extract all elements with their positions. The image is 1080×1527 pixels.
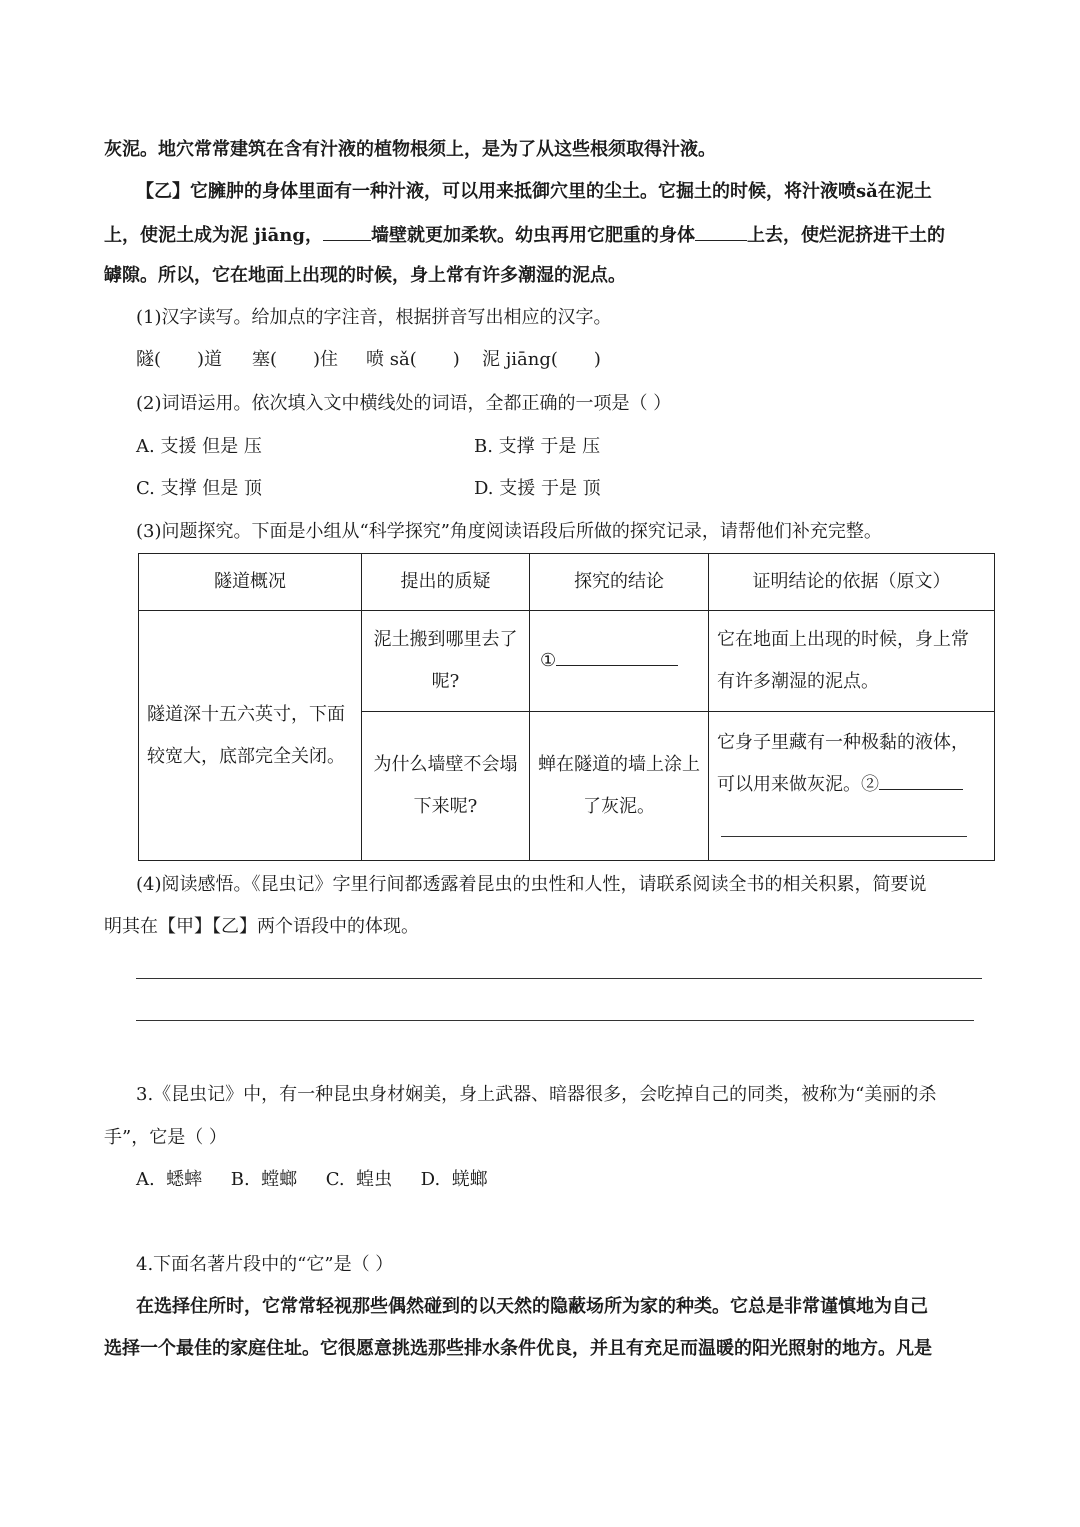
fill-blank-1[interactable] [323,222,371,241]
q4-line-1: (4)阅读感悟。《昆虫记》字里行间都透露着昆虫的虫性和人性，请联系阅读全书的相关积累，简要说 [136,874,927,895]
q1-item-1[interactable]: 隧( )道 [136,349,223,370]
passage-yi-line-2a: 上，使泥土成为泥 jiāng， [104,225,323,246]
cell-row1-conclusion[interactable] [530,611,709,712]
q4-answer-line-2[interactable] [136,1020,974,1021]
q1-item-4[interactable]: 泥 jiāng( ) [482,349,601,370]
question4-prompt: 4.下面名著片段中的“它”是（ ） [136,1254,394,1275]
cell-row1-evidence: 它在地面上出现的时候，身上常有许多潮湿的泥点。 [709,611,995,712]
question3-line-2: 手”，它是（ ） [104,1127,227,1148]
table-row [139,611,995,712]
cell-row2-question: 为什么墙壁不会塌下来呢? [362,712,530,861]
question4-passage-line-2: 选择一个最佳的家庭住址。它很愿意挑选那些排水条件优良，并且有充足而温暖的阳光照射的地方。凡是 [104,1338,932,1359]
circled-one: ① [540,650,557,671]
q4-line-2: 明其在【甲】【乙】两个语段中的体现。 [104,916,419,937]
question4-passage-line-1: 在选择住所时，它常常轻视那些偶然碰到的以天然的隐蔽场所为家的种类。它总是非常谨慎地为自己 [136,1296,928,1317]
answer-blank-2-line[interactable] [721,836,967,837]
q1-prompt: (1)汉字读写。给加点的字注音，根据拼音写出相应的汉字。 [136,307,612,328]
passage-yi-line-3: 罅隙。所以，它在地面上出现的时候，身上常有许多潮湿的泥点。 [104,265,626,286]
passage-line-1: 灰泥。地穴常常建筑在含有汁液的植物根须上，是为了从这些根须取得汁液。 [104,139,716,160]
q1-item-2[interactable]: 塞( )住 [252,349,339,370]
fill-blank-2[interactable] [695,222,747,241]
cell-row2-conclusion: 蝉在隧道的墙上涂上了灰泥。 [530,712,709,861]
header-evidence: 证明结论的依据（原文） [709,554,995,611]
cell-row1-question: 泥土搬到哪里去了呢? [362,611,530,712]
q1-item-3[interactable]: 喷 sǎ( ) [366,349,460,370]
inquiry-table [138,553,995,861]
answer-blank-1[interactable] [556,647,678,666]
cell-overview: 隧道深十五六英寸，下面较宽大，底部完全关闭。 [139,611,362,861]
header-conclusion: 探究的结论 [530,554,709,611]
cell-row2-evidence-text: 它身子里藏有一种极黏的液体，可以用来做灰泥。② [717,732,969,795]
question3-options[interactable]: A. 蟋蟀 B. 螳螂 C. 蝗虫 D. 蜣螂 [136,1169,488,1190]
header-overview: 隧道概况 [139,554,362,611]
header-question: 提出的质疑 [362,554,530,611]
q2-option-b[interactable]: B. 支撑 于是 压 [474,436,601,457]
question3-line-1: 3.《昆虫记》中，有一种昆虫身材娴美，身上武器、暗器很多，会吃掉自己的同类，被称为“美丽的杀 [136,1084,937,1105]
table-header-row [139,554,995,611]
q2-option-a[interactable]: A. 支援 但是 压 [136,436,262,457]
answer-blank-2[interactable] [879,771,963,790]
passage-yi-line-2c: 上去，使烂泥挤进干土的 [746,225,945,246]
passage-yi-line-2 [104,222,945,248]
q4-answer-line-1[interactable] [136,978,982,979]
cell-row2-evidence[interactable] [709,712,995,861]
q2-option-c[interactable]: C. 支撑 但是 顶 [136,478,263,499]
q3-prompt: (3)问题探究。下面是小组从“科学探究”角度阅读语段后所做的探究记录，请帮他们补充完整。 [136,521,882,542]
q2-prompt: (2)词语运用。依次填入文中横线处的词语，全都正确的一项是（ ） [136,393,672,414]
passage-yi-line-1: 【乙】它臃肿的身体里面有一种汁液，可以用来抵御穴里的尘土。它掘土的时候，将汁液喷sǎ在泥土 [136,181,932,202]
passage-yi-line-2b: 墙壁就更加柔软。幼虫再用它肥重的身体 [370,225,695,246]
q2-option-d[interactable]: D. 支援 于是 顶 [474,478,601,499]
